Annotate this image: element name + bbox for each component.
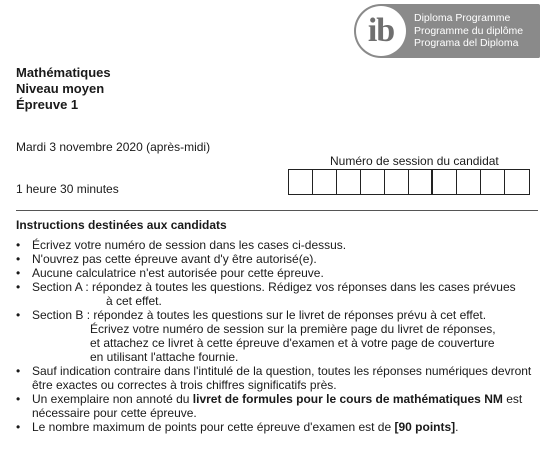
instruction-text: Section B : répondez à toutes les questions sur le livret de réponses prévu à cet effet. [32, 308, 487, 322]
session-box[interactable] [337, 170, 361, 194]
list-item [16, 252, 541, 266]
programme-name-en: Diploma Programme [414, 12, 511, 24]
instruction-text-part: . [455, 420, 459, 434]
session-box[interactable] [505, 170, 529, 194]
bullet: • [16, 280, 21, 294]
instruction-text: en utilisant l'attache fournie. [90, 350, 239, 364]
session-number-label: Numéro de session du candidat [330, 154, 499, 168]
session-box[interactable] [361, 170, 385, 194]
instruction-text: Section A : répondez à toutes les questions. Rédigez vos réponses dans les cases prévues [32, 280, 516, 294]
instructions-heading: Instructions destinées aux candidats [16, 218, 227, 232]
instruction-text: et attachez ce livret à cette épreuve d'examen et à votre page de couverture [90, 336, 495, 350]
exam-title [16, 65, 111, 113]
session-box[interactable] [385, 170, 409, 194]
session-box[interactable] [433, 170, 457, 194]
ib-logo-letters: ib [367, 12, 395, 49]
bullet: • [16, 252, 21, 266]
session-box[interactable] [313, 170, 337, 194]
programme-names [414, 12, 523, 50]
session-box[interactable] [457, 170, 481, 194]
formula-booklet-name: livret de formules pour le cours de mathématiques NM [192, 392, 503, 406]
ib-logo [354, 4, 540, 58]
session-number-boxes[interactable] [288, 169, 530, 195]
ib-logo-circle [356, 6, 406, 56]
programme-name-es: Programa del Diploma [414, 37, 519, 49]
exam-date: Mardi 3 novembre 2020 (après-midi) [16, 140, 211, 154]
bullet: • [16, 308, 21, 322]
instruction-text: être exactes ou correctes à trois chiffres significatifs près. [32, 378, 337, 392]
instruction-text [32, 420, 541, 434]
exam-paper: Épreuve 1 [16, 97, 79, 112]
instruction-text: Sauf indication contraire dans l'intitulé de la question, toutes les réponses numériques devront [32, 364, 532, 378]
instruction-text-part: est [502, 392, 523, 406]
exam-duration: 1 heure 30 minutes [16, 182, 119, 196]
list-item [16, 364, 541, 392]
list-item [16, 420, 541, 434]
bullet: • [16, 364, 21, 378]
bullet: • [16, 420, 21, 434]
instruction-text: Aucune calculatrice n'est autorisée pour cette épreuve. [32, 266, 324, 280]
instruction-text: Écrivez votre numéro de session sur la première page du livret de réponses, [90, 322, 496, 336]
bullet: • [16, 392, 21, 406]
instructions-list [16, 238, 541, 434]
session-box[interactable] [481, 170, 505, 194]
instruction-text-part: Le nombre maximum de points pour cette épreuve d'examen est de [32, 420, 395, 434]
session-box[interactable] [289, 170, 313, 194]
list-item [16, 238, 541, 252]
instruction-text [32, 392, 541, 406]
exam-level: Niveau moyen [16, 81, 105, 96]
list-item [16, 266, 541, 280]
session-box[interactable] [409, 170, 433, 194]
list-item [16, 392, 541, 420]
programme-name-fr: Programme du diplôme [414, 24, 524, 37]
instruction-text-part: Un exemplaire non annoté du [32, 392, 193, 406]
bullet: • [16, 266, 21, 280]
list-item [16, 280, 541, 308]
instruction-text: Écrivez votre numéro de session dans les cases ci-dessus. [32, 238, 347, 252]
exam-subject: Mathématiques [16, 65, 111, 80]
bullet: • [16, 238, 21, 252]
max-points: [90 points] [394, 420, 456, 434]
list-item [16, 308, 541, 364]
divider [16, 210, 538, 211]
instruction-text: nécessaire pour cette épreuve. [32, 406, 197, 420]
instruction-text: N'ouvrez pas cette épreuve avant d'y être autorisé(e). [32, 252, 317, 266]
instruction-text: à cet effet. [106, 294, 162, 308]
